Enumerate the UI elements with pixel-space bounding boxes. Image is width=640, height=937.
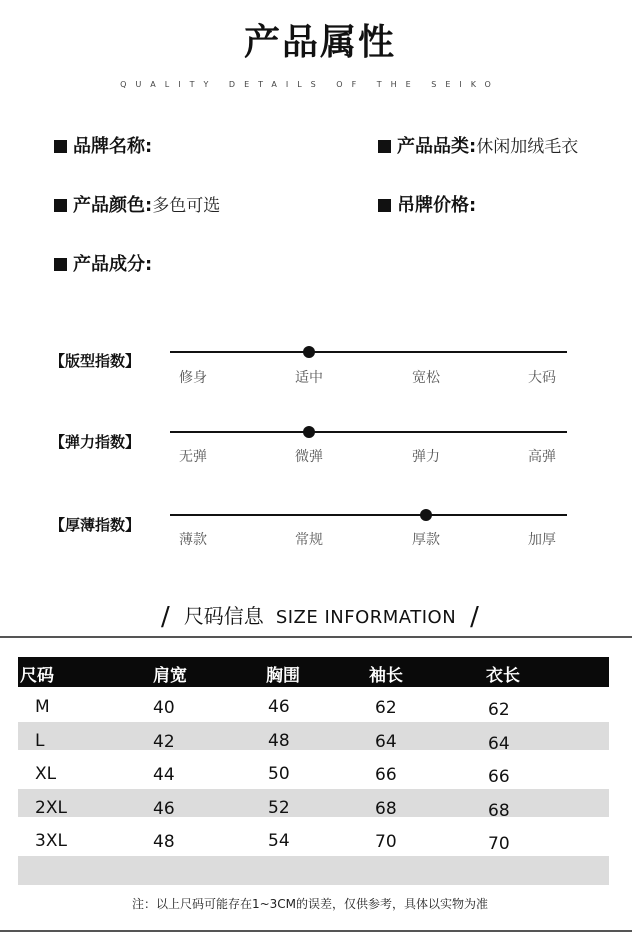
attr-brand-label: 品牌名称: — [73, 136, 153, 157]
bullet-square-icon — [54, 258, 67, 271]
size-section-title-cn: 尺码信息 — [183, 604, 264, 628]
elasticity-index-option: 微弹 — [295, 449, 323, 465]
fit-index-option: 宽松 — [412, 370, 440, 386]
fit-index-option: 大码 — [528, 370, 556, 386]
header-size: 尺码 — [20, 666, 54, 686]
attr-composition — [54, 250, 152, 276]
divider-bottom — [0, 930, 632, 932]
page-title: 产品属性 — [243, 22, 396, 63]
slash-left: / — [161, 602, 170, 632]
attr-brand — [54, 132, 152, 158]
attr-category-label: 产品品类: — [397, 136, 477, 157]
header-length: 衣长 — [486, 666, 520, 686]
thickness-index-scale — [170, 514, 567, 516]
size-section-title-en: SIZE INFORMATION — [275, 607, 457, 628]
table-cell: 52 — [268, 798, 290, 818]
table-cell: 64 — [375, 732, 397, 752]
thickness-index-option: 薄款 — [179, 532, 207, 548]
divider-top — [0, 636, 632, 638]
table-cell: 68 — [375, 799, 397, 819]
bullet-square-icon — [54, 199, 67, 212]
table-cell: 48 — [153, 832, 175, 852]
attr-color-value: 多色可选 — [152, 196, 221, 216]
attr-category — [378, 132, 578, 158]
table-cell: 3XL — [35, 831, 67, 851]
table-cell: 66 — [488, 767, 510, 787]
table-cell: 2XL — [35, 798, 67, 818]
elasticity-index-scale — [170, 431, 567, 433]
thickness-index-option: 加厚 — [528, 532, 556, 548]
slash-right: / — [470, 602, 479, 632]
attr-category-value: 休闲加绒毛衣 — [476, 137, 579, 157]
elasticity-index-option: 高弹 — [528, 449, 556, 465]
table-cell: XL — [35, 764, 57, 784]
attr-color — [54, 191, 220, 217]
elasticity-index-label: 【弹力指数】 — [50, 433, 141, 451]
size-section-title — [0, 600, 640, 632]
fit-index-marker — [303, 346, 315, 358]
table-cell: 46 — [153, 799, 175, 819]
table-cell: 50 — [268, 764, 290, 784]
fit-index-option: 修身 — [179, 370, 207, 386]
fit-index-option: 适中 — [295, 370, 323, 386]
attr-color-label: 产品颜色: — [73, 195, 153, 216]
fit-index-label: 【版型指数】 — [50, 352, 141, 370]
attr-price — [378, 191, 476, 217]
thickness-index-label: 【厚薄指数】 — [50, 516, 141, 534]
table-cell: 66 — [375, 765, 397, 785]
table-cell: 42 — [153, 732, 175, 752]
elasticity-index-marker — [303, 426, 315, 438]
elasticity-index-option: 弹力 — [412, 449, 440, 465]
table-row-stripe — [18, 789, 609, 817]
table-cell: 48 — [268, 731, 290, 751]
header-chest: 胸围 — [266, 666, 300, 686]
header-shoulder: 肩宽 — [153, 666, 187, 686]
thickness-index-option: 常规 — [295, 532, 323, 548]
bullet-square-icon — [378, 140, 391, 153]
table-cell: M — [35, 697, 50, 717]
table-cell: 46 — [268, 697, 290, 717]
attr-composition-label: 产品成分: — [73, 254, 153, 275]
table-cell: 70 — [488, 834, 510, 854]
table-cell: 54 — [268, 831, 290, 851]
table-cell: 62 — [375, 698, 397, 718]
header-sleeve: 袖长 — [369, 666, 403, 686]
thickness-index-marker — [420, 509, 432, 521]
bullet-square-icon — [54, 140, 67, 153]
table-row-stripe — [18, 722, 609, 750]
table-cell: 44 — [153, 765, 175, 785]
table-cell: 40 — [153, 698, 175, 718]
size-table-header — [18, 657, 609, 687]
table-row-stripe — [18, 856, 609, 885]
page-subtitle: QUALITY DETAILS OF THE SEIKO — [120, 80, 500, 89]
fit-index-scale — [170, 351, 567, 353]
table-cell: 68 — [488, 801, 510, 821]
table-cell: 64 — [488, 734, 510, 754]
attr-price-label: 吊牌价格: — [397, 195, 477, 216]
thickness-index-option: 厚款 — [412, 532, 440, 548]
table-cell: 62 — [488, 700, 510, 720]
elasticity-index-option: 无弹 — [179, 449, 207, 465]
size-note: 注：以上尺码可能存在1~3CM的误差，仅供参考，具体以实物为准 — [131, 897, 489, 911]
table-cell: 70 — [375, 832, 397, 852]
bullet-square-icon — [378, 199, 391, 212]
table-cell: L — [35, 731, 45, 751]
